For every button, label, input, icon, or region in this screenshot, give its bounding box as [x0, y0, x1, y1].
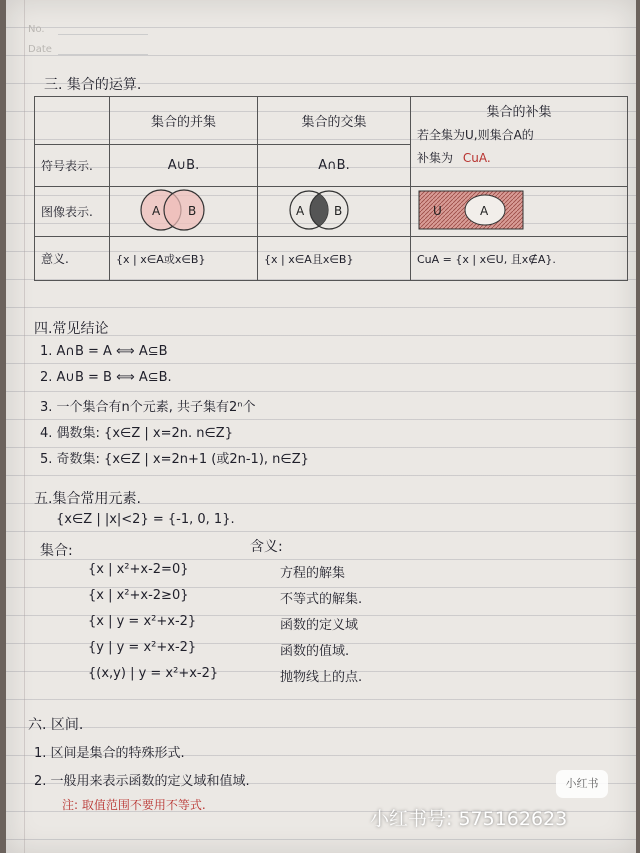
venn-label-b: B	[334, 204, 343, 218]
xiaohongshu-logo: 小红书	[556, 770, 608, 798]
meaning-row: 抛物线上的点.	[280, 670, 363, 685]
complement-title: 集合的补集	[486, 105, 552, 120]
set-row: {x | x²+x-2=0}	[88, 562, 189, 577]
date-line	[58, 54, 148, 55]
set-row: {x | y = x²+x-2}	[88, 614, 197, 629]
meaning-row: 函数的值域.	[280, 644, 350, 659]
venn-circle-b	[164, 190, 204, 230]
meaning-row: 函数的定义域	[280, 618, 359, 633]
venn-label-a: A	[480, 204, 489, 218]
section5-title: 五.集合常用元素.	[34, 491, 141, 507]
section5-example: {x∈Z | |x|<2} = {-1, 0, 1}.	[56, 512, 235, 527]
meaning-column-header: 含义:	[250, 539, 283, 555]
section6-title: 六. 区间.	[28, 717, 84, 733]
no-label: No.	[28, 24, 45, 35]
venn-label-u: U	[433, 204, 442, 218]
intersection-symbol: A∩B.	[258, 145, 411, 187]
union-symbol: A∪B.	[110, 145, 258, 187]
col-intersection-header: 集合的交集	[258, 97, 411, 145]
intersection-venn-cell	[258, 187, 411, 237]
conclusion-item: 1. A∩B = A ⟺ A⊆B	[40, 344, 168, 359]
conclusion-item: 5. 奇数集: {x∈Z | x=2n+1 (或2n-1), n∈Z}	[40, 452, 309, 467]
margin-line	[24, 0, 25, 853]
complement-venn-diagram	[417, 187, 527, 233]
col-complement-header	[411, 97, 628, 187]
set-row: {(x,y) | y = x²+x-2}	[88, 666, 219, 681]
interval-item: 2. 一般用来表示函数的定义域和值域.	[34, 774, 250, 789]
union-venn-diagram	[116, 187, 236, 233]
set-row: {x | x²+x-2≥0}	[88, 588, 189, 603]
conclusion-item: 3. 一个集合有n个元素, 共子集有2ⁿ个	[40, 400, 256, 415]
no-line	[58, 34, 148, 35]
row-symbol-label: 符号表示.	[35, 145, 110, 187]
interval-note: 注: 取值范围不要用不等式.	[62, 798, 206, 812]
set-column-header: 集合:	[40, 543, 73, 559]
meaning-row: 方程的解集	[280, 566, 346, 581]
conclusion-item: 4. 偶数集: {x∈Z | x=2n. n∈Z}	[40, 426, 233, 441]
venn-label-a: A	[296, 204, 305, 218]
complement-note-line2-wrap	[417, 149, 621, 166]
section4-title: 四.常见结论	[34, 321, 109, 337]
header-empty-cell	[35, 97, 110, 145]
intersection-meaning: {x | x∈A且x∈B}	[258, 237, 411, 281]
section3-title: 三. 集合的运算.	[44, 77, 142, 93]
complement-symbol: CuA.	[462, 151, 491, 165]
venn-label-b: B	[188, 204, 197, 218]
complement-note-line1: 若全集为U,则集合A的	[417, 128, 534, 142]
union-venn-cell	[110, 187, 258, 237]
interval-item: 1. 区间是集合的特殊形式.	[34, 746, 185, 761]
row-meaning-label: 意义.	[35, 237, 110, 281]
operations-table	[34, 96, 628, 281]
row-graph-label: 图像表示.	[35, 187, 110, 237]
watermark-id: 小红书号: 575162623	[370, 808, 568, 830]
complement-venn-cell	[411, 187, 628, 237]
meaning-row: 不等式的解集.	[280, 592, 363, 607]
venn-label-a: A	[152, 204, 161, 218]
col-union-header: 集合的并集	[110, 97, 258, 145]
complement-note-line2: 补集为	[417, 151, 454, 165]
intersection-venn-diagram	[264, 187, 384, 233]
set-row: {y | y = x²+x-2}	[88, 640, 197, 655]
union-meaning: {x | x∈A或x∈B}	[110, 237, 258, 281]
conclusion-item: 2. A∪B = B ⟺ A⊆B.	[40, 370, 172, 385]
date-label: Date	[28, 44, 52, 55]
complement-meaning: CuA = {x | x∈U, 且x∉A}.	[411, 237, 628, 281]
